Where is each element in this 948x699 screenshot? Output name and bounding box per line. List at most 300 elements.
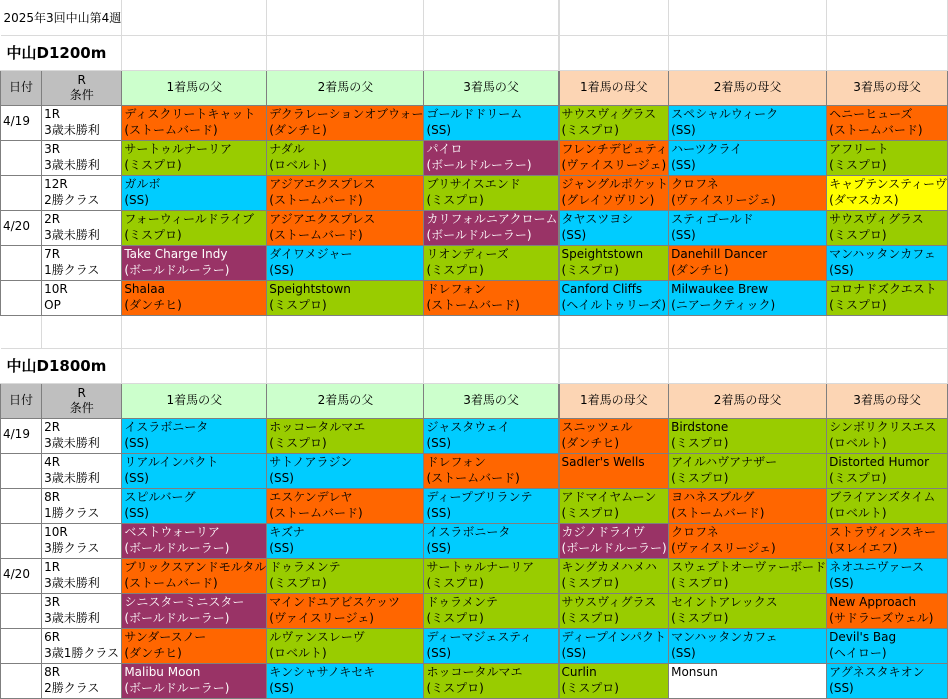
empty-cell — [424, 35, 558, 70]
sire-name: アジアエクスプレス — [269, 211, 376, 226]
sire-name: キンシャサノキセキ — [269, 664, 376, 679]
sire-name: ナダル — [269, 141, 305, 156]
sire-name: パイロ — [426, 141, 463, 156]
header-dam-sire-1 — [559, 70, 669, 105]
sire-line: (SS) — [269, 262, 294, 277]
empty-cell — [827, 0, 948, 35]
dam-sire-name: Canford Cliffs — [561, 281, 643, 296]
empty-cell — [827, 35, 948, 70]
dam-sire-name: ブライアンズタイム — [829, 489, 936, 504]
sire-cell — [267, 280, 424, 315]
header-date-label: 日付 — [9, 80, 34, 94]
dam-sire-cell — [559, 210, 669, 245]
header-sire-3 — [424, 70, 558, 105]
empty-cell — [267, 35, 424, 70]
sire-line: (ミスプロ) — [426, 192, 484, 207]
empty-cell — [827, 348, 948, 383]
dam-sire-line: (ロベルト) — [829, 435, 887, 450]
empty-cell — [122, 315, 267, 348]
dam-sire-line: (SS) — [671, 227, 696, 242]
sire-line: (SS) — [124, 435, 149, 450]
race-date-text: 4/19 — [3, 426, 30, 441]
sire-name: ホッコータルマエ — [269, 419, 366, 434]
header-cond-label: 条件 — [69, 400, 94, 415]
empty-cell — [424, 315, 558, 348]
sire-line: (ボールドルーラー) — [124, 262, 230, 277]
empty-cell — [122, 0, 267, 35]
sire-name: ブリックスアンドモルタル — [124, 559, 267, 574]
empty-cell — [559, 0, 669, 35]
empty-cell — [669, 348, 827, 383]
sire-cell — [122, 663, 267, 698]
dam-sire-line: (ミスプロ) — [671, 610, 729, 625]
sire-cell — [267, 593, 424, 628]
header-race-label: R — [77, 385, 86, 400]
sire-name: サートゥルナーリア — [124, 141, 233, 156]
dam-sire-name: Monsun — [671, 664, 718, 679]
header-date — [1, 383, 42, 418]
sire-name: シニスターミニスター — [124, 594, 245, 609]
sire-cell — [267, 140, 424, 175]
race-condition — [42, 453, 122, 488]
sire-cell — [424, 628, 558, 663]
section-title — [1, 35, 122, 70]
sire-cell — [424, 105, 558, 140]
header-race-cond — [42, 70, 122, 105]
header-race-label: R — [77, 72, 86, 87]
table-row — [1, 280, 948, 315]
header-dam-sire-label: 1着馬の母父 — [579, 393, 648, 407]
sire-name: ゴールドドリーム — [426, 106, 523, 121]
dam-sire-cell — [827, 453, 948, 488]
race-class: 2勝クラス — [44, 680, 100, 695]
empty-cell — [267, 315, 424, 348]
sire-line: (ストームバード) — [269, 192, 363, 207]
dam-sire-cell — [669, 523, 827, 558]
header-dam-sire-label: 2着馬の母父 — [713, 393, 782, 407]
race-class: 3歳未勝利 — [44, 157, 100, 172]
sire-name: デクラレーションオブウォー — [269, 106, 424, 121]
race-condition — [42, 488, 122, 523]
dam-sire-line: (ミスプロ) — [561, 262, 619, 277]
dam-sire-name: アドマイヤムーン — [561, 489, 657, 504]
sire-line: (SS) — [269, 540, 294, 555]
section-title — [1, 348, 122, 383]
dam-sire-line — [562, 471, 669, 487]
header-date-label: 日付 — [9, 393, 34, 407]
dam-sire-line: (ヘイロー) — [829, 645, 887, 660]
table-row — [1, 175, 948, 210]
dam-sire-name: タヤスツヨシ — [561, 211, 634, 226]
sire-name: ディープブリランテ — [426, 489, 533, 504]
sire-cell — [122, 593, 267, 628]
sire-cell — [424, 453, 558, 488]
sire-name: ドゥラメンテ — [269, 559, 341, 574]
sire-line: (SS) — [426, 122, 452, 137]
sire-cell — [424, 593, 558, 628]
header-race-cond — [42, 383, 122, 418]
sire-line: (ダンチヒ) — [269, 122, 327, 137]
dam-sire-cell — [669, 453, 827, 488]
table-row — [1, 210, 948, 245]
header-sire-label: 1着馬の父 — [166, 80, 223, 94]
sire-cell — [267, 628, 424, 663]
dam-sire-line: (SS) — [671, 645, 696, 660]
sire-line: (ダンチヒ) — [124, 297, 182, 312]
race-number: 7R — [44, 246, 61, 261]
race-condition — [42, 175, 122, 210]
sire-line: (ロベルト) — [269, 157, 327, 172]
empty-cell — [424, 348, 558, 383]
sire-line: (SS) — [269, 470, 294, 485]
dam-sire-cell — [669, 280, 827, 315]
sire-line: (ロベルト) — [269, 645, 327, 660]
dam-sire-line: (ヘイルトゥリーズ) — [561, 297, 666, 312]
dam-sire-cell — [669, 105, 827, 140]
dam-sire-line: (ミスプロ) — [829, 227, 887, 242]
dam-sire-line: (ロベルト) — [829, 505, 887, 520]
dam-sire-name: Sadler's Wells — [561, 454, 645, 469]
race-number: 6R — [44, 629, 61, 644]
sire-name: ブリサイスエンド — [426, 176, 521, 191]
race-class: 3歳未勝利 — [44, 122, 100, 137]
sire-cell — [122, 210, 267, 245]
race-condition — [42, 418, 122, 453]
race-condition — [42, 628, 122, 663]
dam-sire-line: (ヴァイスリージェ) — [561, 157, 667, 172]
race-date-text: 4/20 — [3, 218, 30, 233]
sire-cell — [424, 523, 558, 558]
sire-cell — [424, 558, 558, 593]
header-sire-2 — [267, 70, 424, 105]
dam-sire-cell — [669, 140, 827, 175]
sire-cell — [424, 488, 558, 523]
sire-name: サートゥルナーリア — [426, 559, 535, 574]
race-date — [1, 280, 42, 315]
race-date — [1, 418, 42, 453]
sire-name: カリフォルニアクローム — [426, 211, 558, 226]
race-date — [1, 175, 42, 210]
sire-cell — [267, 523, 424, 558]
dam-sire-name: カジノドライヴ — [561, 524, 645, 539]
race-date — [1, 523, 42, 558]
page-title — [1, 0, 122, 35]
race-condition — [42, 140, 122, 175]
sire-cell — [424, 140, 558, 175]
dam-sire-cell — [559, 418, 669, 453]
dam-sire-cell — [559, 523, 669, 558]
sire-line: (ボールドルーラー) — [124, 540, 230, 555]
table-row — [1, 628, 948, 663]
dam-sire-line: (SS) — [829, 262, 854, 277]
dam-sire-name: Birdstone — [671, 419, 729, 434]
empty-cell — [827, 315, 948, 348]
race-number: 12R — [44, 176, 68, 191]
dam-sire-line: (ヌレイエフ) — [829, 540, 898, 555]
sire-name: サトノアラジン — [269, 454, 353, 469]
header-sire-label: 3着馬の父 — [463, 393, 519, 407]
dam-sire-line: (ヴァイスリージェ) — [671, 540, 776, 555]
race-date-text: 4/20 — [3, 566, 30, 581]
sire-line: (ストームバード) — [124, 575, 218, 590]
race-condition — [42, 663, 122, 698]
sire-name: Shalaa — [124, 281, 165, 296]
race-date — [1, 453, 42, 488]
dam-sire-name: ハーツクライ — [671, 141, 743, 156]
sire-name: リオンディーズ — [426, 246, 509, 261]
race-condition — [42, 280, 122, 315]
sire-line: (ダンチヒ) — [124, 645, 182, 660]
sire-name: ドレフォン — [426, 281, 486, 296]
dam-sire-line: (ストームバード) — [829, 122, 923, 137]
empty-cell — [559, 315, 669, 348]
dam-sire-line: (サドラーズウェル) — [829, 610, 934, 625]
race-class: 1勝クラス — [44, 505, 100, 520]
race-date — [1, 593, 42, 628]
header-dam-sire-1 — [559, 383, 669, 418]
race-number: 2R — [44, 419, 61, 434]
dam-sire-name: スティゴールド — [671, 211, 754, 226]
sire-cell — [122, 628, 267, 663]
dam-sire-name: クロフネ — [671, 176, 719, 191]
dam-sire-cell — [827, 663, 948, 698]
race-number: 2R — [44, 211, 61, 226]
dam-sire-line: (ミスプロ) — [561, 505, 619, 520]
sire-line: (ミスプロ) — [426, 575, 484, 590]
sire-line: (SS) — [124, 470, 149, 485]
sire-name: ドレフォン — [426, 454, 486, 469]
race-date — [1, 105, 42, 140]
dam-sire-line: (ストームバード) — [671, 505, 765, 520]
sire-cell — [267, 488, 424, 523]
dam-sire-cell — [559, 280, 669, 315]
race-number: 3R — [44, 594, 61, 609]
page-title-text: 2025年3回中山第4週 — [3, 10, 122, 25]
section-title-text: 中山D1200m — [6, 44, 107, 62]
header-dam-sire-2 — [669, 70, 827, 105]
dam-sire-name: Speightstown — [561, 246, 644, 261]
table-row — [1, 488, 948, 523]
sire-cell — [267, 663, 424, 698]
dam-sire-line: (ミスプロ) — [561, 610, 619, 625]
sire-cell — [424, 175, 558, 210]
dam-sire-name: Danehill Dancer — [671, 246, 768, 261]
sire-line: (SS) — [426, 540, 452, 555]
sire-name: ディスクリートキャット — [124, 106, 256, 121]
empty-cell — [42, 315, 122, 348]
dam-sire-name: New Approach — [829, 594, 917, 609]
dam-sire-cell — [669, 175, 827, 210]
header-sire-label: 2着馬の父 — [317, 80, 374, 94]
dam-sire-line: (SS) — [829, 680, 854, 695]
sire-name: Speightstown — [269, 281, 351, 296]
dam-sire-name: スニッツェル — [561, 419, 633, 434]
dam-sire-cell — [827, 488, 948, 523]
empty-cell — [1, 315, 42, 348]
sire-line: (SS) — [124, 192, 149, 207]
dam-sire-cell — [827, 175, 948, 210]
empty-cell — [267, 0, 424, 35]
race-class: OP — [44, 297, 61, 312]
sire-cell — [267, 210, 424, 245]
sire-cell — [267, 453, 424, 488]
race-date — [1, 210, 42, 245]
race-number: 1R — [44, 106, 61, 121]
sire-name: ベストウォーリア — [124, 524, 220, 539]
dam-sire-cell — [559, 175, 669, 210]
dam-sire-line: (ミスプロ) — [561, 122, 619, 137]
sire-line: (SS) — [426, 435, 452, 450]
sire-cell — [424, 280, 558, 315]
empty-cell — [559, 348, 669, 383]
dam-sire-cell — [559, 140, 669, 175]
dam-sire-cell — [669, 245, 827, 280]
sire-line: (ボールドルーラー) — [124, 680, 230, 695]
sire-cell — [122, 245, 267, 280]
dam-sire-line: (SS) — [561, 227, 587, 242]
dam-sire-line: (SS) — [561, 645, 587, 660]
sire-line: (SS) — [426, 645, 452, 660]
dam-sire-cell — [827, 593, 948, 628]
dam-sire-line: (ヴァイスリージェ) — [671, 192, 776, 207]
sire-name: マインドユアビスケッツ — [269, 594, 400, 609]
table-row — [1, 418, 948, 453]
header-date — [1, 70, 42, 105]
dam-sire-name: スウェプトオーヴァーボード — [671, 559, 827, 574]
sire-name: エスケンデレヤ — [269, 489, 353, 504]
dam-sire-name: ディープインパクト — [561, 629, 667, 644]
sire-cell — [122, 280, 267, 315]
sire-line: (ストームバード) — [124, 122, 218, 137]
dam-sire-cell — [827, 523, 948, 558]
sire-cell — [122, 558, 267, 593]
dam-sire-cell — [827, 140, 948, 175]
sire-name: ホッコータルマエ — [426, 664, 523, 679]
dam-sire-name: スペシャルウィーク — [671, 106, 779, 121]
dam-sire-cell — [827, 558, 948, 593]
sire-line: (ストームバード) — [269, 505, 363, 520]
sire-line: (ミスプロ) — [269, 297, 327, 312]
dam-sire-line: (SS) — [829, 575, 854, 590]
dam-sire-name: セイントアレックス — [671, 594, 778, 609]
dam-sire-cell — [827, 280, 948, 315]
sire-name: ディーマジェスティ — [426, 629, 533, 644]
sire-name: ガルボ — [124, 176, 161, 191]
dam-sire-name: フレンチデピュティ — [561, 141, 668, 156]
dam-sire-name: シンボリクリスエス — [829, 419, 937, 434]
dam-sire-cell — [827, 628, 948, 663]
race-condition — [42, 245, 122, 280]
sire-cell — [122, 175, 267, 210]
sire-name: ジャスタウェイ — [426, 419, 510, 434]
dam-sire-name: クロフネ — [671, 524, 719, 539]
dam-sire-name: マンハッタンカフェ — [671, 629, 778, 644]
sire-name: Malibu Moon — [124, 664, 201, 679]
race-condition — [42, 523, 122, 558]
dam-sire-cell — [669, 210, 827, 245]
sire-name: スピルバーグ — [124, 489, 196, 504]
sire-name: ドゥラメンテ — [426, 594, 498, 609]
dam-sire-name: サウスヴィグラス — [829, 211, 924, 226]
dam-sire-line: (ミスプロ) — [829, 470, 887, 485]
dam-sire-cell — [669, 628, 827, 663]
sire-line: (SS) — [426, 505, 452, 520]
header-dam-sire-label: 1着馬の母父 — [579, 80, 648, 94]
sire-line: (ミスプロ) — [269, 435, 327, 450]
table-row — [1, 140, 948, 175]
race-class: 3歳未勝利 — [44, 575, 100, 590]
sire-line: (ボールドルーラー) — [426, 157, 532, 172]
sire-name: イスラボニータ — [426, 524, 511, 539]
race-class: 3歳未勝利 — [44, 470, 100, 485]
dam-sire-name: ヘニーヒューズ — [829, 106, 913, 121]
dam-sire-cell — [559, 628, 669, 663]
sire-cell — [122, 453, 267, 488]
header-sire-1 — [122, 70, 267, 105]
sire-cell — [267, 558, 424, 593]
race-date — [1, 663, 42, 698]
sire-line: (SS) — [269, 680, 294, 695]
sire-name: イスラボニータ — [124, 419, 209, 434]
race-date — [1, 245, 42, 280]
dam-sire-name: キングカメハメハ — [561, 559, 657, 574]
dam-sire-name: サウスヴィグラス — [561, 594, 657, 609]
dam-sire-line: (SS) — [671, 122, 696, 137]
dam-sire-line: (ミスプロ) — [671, 470, 729, 485]
dam-sire-name: ストラヴィンスキー — [829, 524, 937, 539]
sire-cell — [424, 245, 558, 280]
table-row — [1, 558, 948, 593]
dam-sire-line: (ミスプロ) — [561, 680, 619, 695]
dam-sire-line: (ミスプロ) — [829, 297, 887, 312]
dam-sire-cell — [559, 593, 669, 628]
race-number: 1R — [44, 559, 61, 574]
dam-sire-cell — [827, 210, 948, 245]
dam-sire-name: Curlin — [561, 664, 597, 679]
dam-sire-line: (ダンチヒ) — [561, 435, 620, 450]
empty-cell — [669, 35, 827, 70]
sire-line: (ミスプロ) — [426, 262, 484, 277]
header-sire-label: 2着馬の父 — [317, 393, 374, 407]
race-number: 3R — [44, 141, 61, 156]
dam-sire-name: アフリート — [829, 141, 889, 156]
race-number: 8R — [44, 489, 61, 504]
sire-name: ルヴァンスレーヴ — [269, 629, 365, 644]
sire-cell — [424, 418, 558, 453]
header-dam-sire-label: 2着馬の母父 — [713, 80, 782, 94]
dam-sire-name: ネオユニヴァース — [829, 559, 924, 574]
race-number: 8R — [44, 664, 61, 679]
sire-line: (ミスプロ) — [269, 575, 327, 590]
table-row — [1, 245, 948, 280]
dam-sire-cell — [827, 105, 948, 140]
dam-sire-line — [671, 681, 826, 697]
sire-name: サンダースノー — [124, 629, 207, 644]
sire-cell — [424, 210, 558, 245]
dam-sire-cell — [669, 593, 827, 628]
sire-name: アジアエクスプレス — [269, 176, 376, 191]
sire-cell — [267, 105, 424, 140]
dam-sire-name: ヨハネスブルグ — [671, 489, 755, 504]
header-sire-2 — [267, 383, 424, 418]
dam-sire-name: サウスヴィグラス — [561, 106, 657, 121]
sire-cell — [122, 523, 267, 558]
dam-sire-cell — [559, 105, 669, 140]
dam-sire-cell — [827, 418, 948, 453]
table-row — [1, 523, 948, 558]
dam-sire-name: マンハッタンカフェ — [829, 246, 936, 261]
dam-sire-name: Distorted Humor — [829, 454, 930, 469]
